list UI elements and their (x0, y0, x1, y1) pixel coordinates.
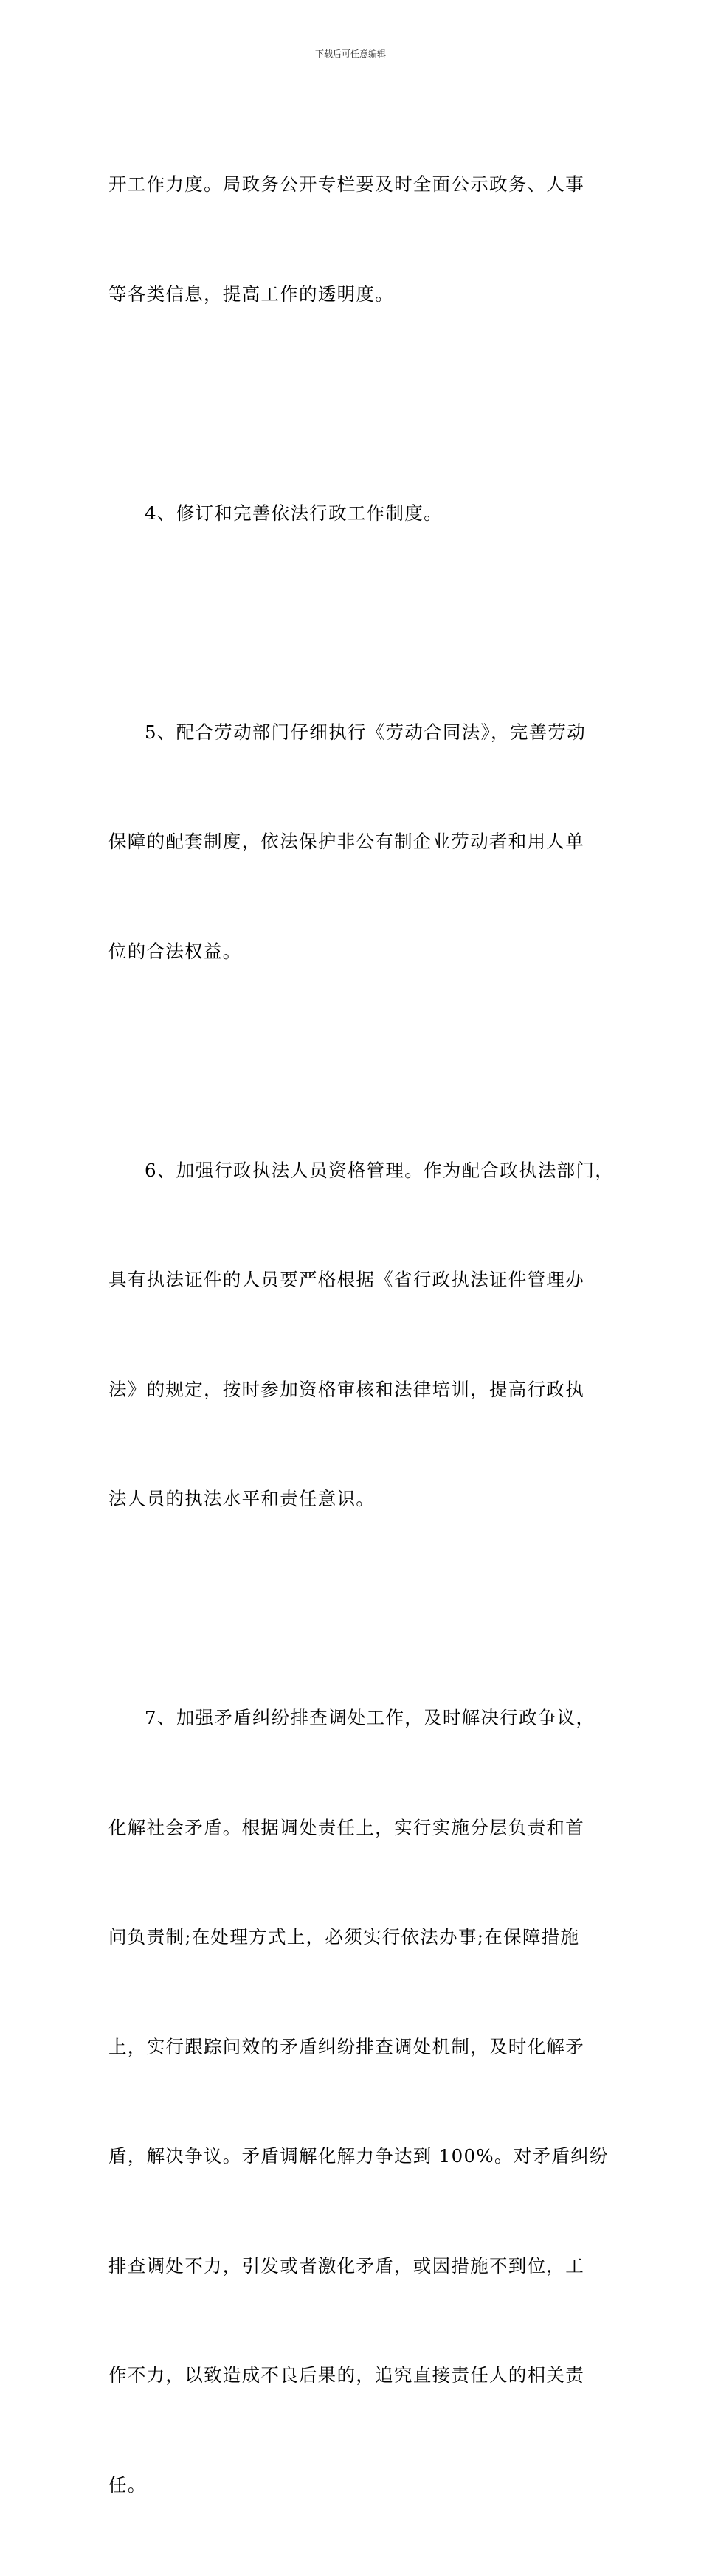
paragraph-gap (108, 1042, 597, 1079)
text-line: 4、修订和完善依法行政工作制度。 (145, 502, 443, 524)
text-line: 位的合法权益。 (108, 940, 242, 962)
text-line: 上，实行跟踪问效的矛盾纠纷排查调处机制，及时化解矛 (108, 2035, 584, 2057)
paragraph-gap (108, 385, 597, 422)
text-line: 5、配合劳动部门仔细执行《劳动合同法》，完善劳动 (145, 721, 587, 743)
text-line: 盾，解决争议。矛盾调解化解力争达到 100%。对矛盾纠纷 (108, 2145, 609, 2167)
text-line: 6、加强行政执法人员资格管理。作为配合政执法部门， (145, 1159, 615, 1181)
paragraph-item-5 (108, 641, 597, 1043)
text-line: 法人员的执法水平和责任意识。 (108, 1488, 376, 1509)
text-line: 作不力，以致造成不良后果的，追究直接责任人的相关责 (108, 2364, 584, 2386)
paragraph-item-6 (108, 1079, 615, 1590)
text-line: 保障的配套制度，依法保护非公有制企业劳动者和用人单 (108, 831, 584, 852)
paragraph-gap (108, 1590, 597, 1627)
text-line: 法》的规定，按时参加资格审核和法律培训，提高行政执 (108, 1378, 584, 1400)
text-line: 化解社会矛盾。根据调处责任上，实行实施分层负责和首 (108, 1816, 584, 1838)
paragraph-item-4 (108, 422, 597, 605)
paragraph-continued (108, 93, 597, 385)
paragraph-gap (108, 604, 597, 641)
document-body (108, 93, 615, 2576)
text-line: 等各类信息，提高工作的透明度。 (108, 283, 394, 305)
text-line: 具有执法证件的人员要严格根据《省行政执法证件管理办 (108, 1269, 584, 1290)
text-line: 问负责制;在处理方式上，必须实行依法办事;在保障措施 (108, 1926, 580, 1947)
text-line: 7、加强矛盾纠纷排查调处工作，及时解决行政争议， (145, 1707, 595, 1728)
text-line: 开工作力度。局政务公开专栏要及时全面公示政务、人事 (108, 173, 584, 195)
text-line: 排查调处不力，引发或者激化矛盾，或因措施不到位，工 (108, 2254, 584, 2276)
text-line: 任。 (108, 2473, 147, 2496)
paragraph-item-7 (108, 1627, 609, 2576)
page-header: 下载后可任意编辑 (314, 49, 386, 59)
